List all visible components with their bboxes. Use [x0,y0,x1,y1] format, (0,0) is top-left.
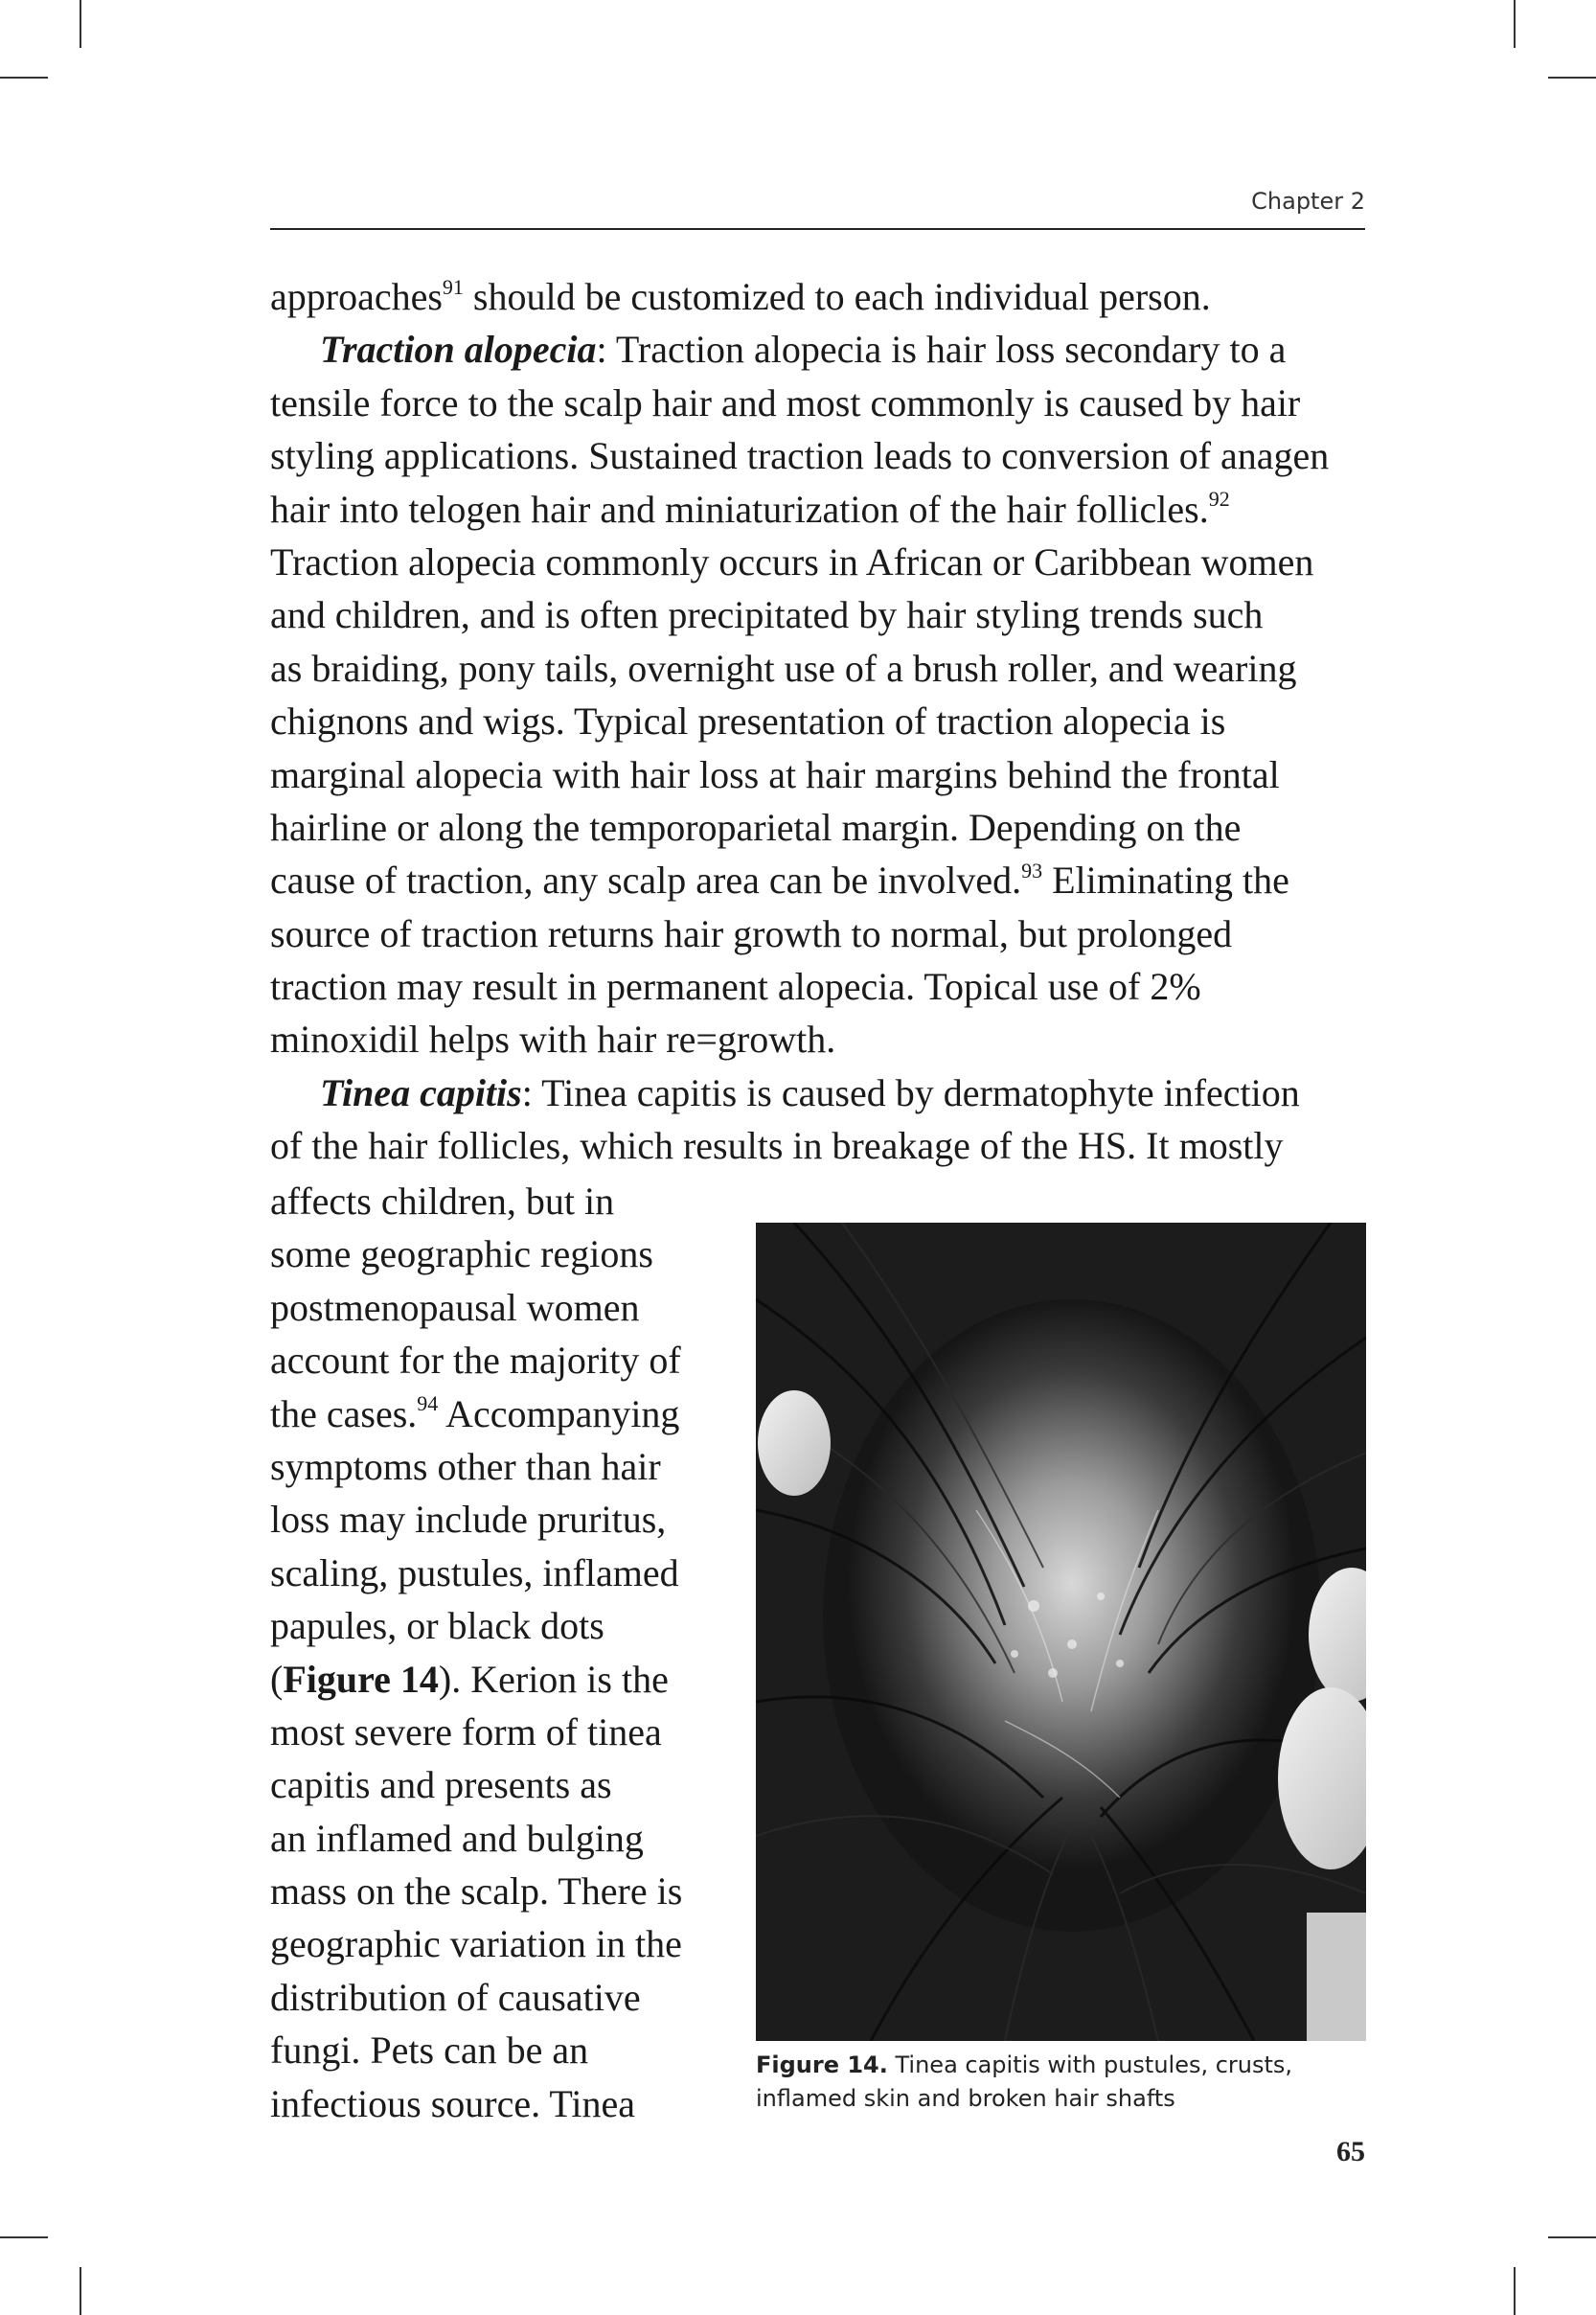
text-line: source of traction returns hair growth to normal, but prolonged [270,911,1233,955]
text-line [270,323,1365,376]
text-run: Eliminating the [1042,859,1289,903]
header-rule [270,228,1365,230]
text-line: loss may include pruritus, [270,1498,667,1542]
text-run: cause of traction, any scalp area can be involved. [270,859,1022,903]
text-line: distribution of causative [270,1975,641,2019]
text-run: : Tinea capitis is caused by dermatophyte infection [521,1070,1300,1114]
footnote-ref: 92 [1208,487,1230,512]
text-line: mass on the scalp. There is [270,1869,683,1914]
text-line: and children, and is often precipitated by hair styling trends such [270,593,1264,637]
text-line [270,1387,720,1440]
text-run: hair into telogen hair and miniaturization of the hair follicles. [270,487,1209,531]
text-line [270,1066,1365,1119]
text-line: tensile force to the scalp hair and most commonly is caused by hair [270,380,1301,424]
text-line: minoxidil helps with hair re=growth. [270,1018,836,1062]
crop-mark [80,0,81,48]
caption-line [756,2049,1369,2082]
text-line: fungi. Pets can be an [270,2028,589,2073]
crop-mark [1548,77,1596,79]
text-line: affects children, but in [270,1180,615,1223]
figure-14-photo [756,1223,1366,2041]
text-line [270,1653,720,1706]
text-run: ). Kerion is the [438,1657,669,1701]
text-line: of the hair follicles, which results in breakage of the HS. It mostly [270,1124,1284,1168]
text-line: hairline or along the temporoparietal margin. Depending on the [270,805,1242,849]
crop-mark [1514,2267,1516,2315]
text-line: account for the majority of [270,1339,681,1383]
text-line: geographic variation in the [270,1922,682,1966]
text-line: capitis and presents as [270,1763,612,1807]
tinea-capitis-term: Tinea capitis [320,1070,522,1114]
crop-mark [0,2236,48,2238]
figure-reference: Figure 14 [283,1657,439,1701]
text-line: some geographic regions [270,1232,653,1276]
text-run: approaches [270,275,443,318]
text-line: an inflamed and bulging [270,1816,644,1860]
text-line: as braiding, pony tails, overnight use of a brush roller, and wearing [270,646,1297,690]
text-run: should be customized to each individual person. [463,275,1211,318]
text-line: scaling, pustules, inflamed [270,1550,679,1594]
footnote-ref: 93 [1021,858,1043,882]
text-line: traction may result in permanent alopecia. Topical use of 2% [270,965,1201,1009]
text-line: Traction alopecia commonly occurs in African or Caribbean women [270,539,1314,584]
text-line: symptoms other than hair [270,1444,661,1488]
crop-mark [1514,0,1516,48]
text-line [270,270,1365,323]
traction-alopecia-term: Traction alopecia [320,328,597,372]
text-line: styling applications. Sustained traction leads to conversion of anagen [270,434,1330,478]
caption-text: Tinea capitis with pustules, crusts, [887,2051,1293,2078]
text-line: chignons and wigs. Typical presentation of traction alopecia is [270,699,1226,744]
crop-mark [0,77,48,79]
running-head: Chapter 2 [1251,188,1365,215]
text-run: Accompanying [438,1391,680,1435]
caption-line: inflamed skin and broken hair shafts [756,2085,1175,2112]
footnote-ref: 91 [442,274,464,299]
text-line [270,854,1365,906]
page-number: 65 [1336,2136,1365,2167]
text-run: ( [270,1657,284,1701]
text-line: postmenopausal women [270,1285,640,1329]
text-line: infectious source. Tinea [270,2081,636,2125]
figure-label: Figure 14. [756,2051,888,2078]
body-text [270,270,1365,1173]
text-line: marginal alopecia with hair loss at hair margins behind the frontal [270,752,1280,796]
figure-caption [756,2049,1369,2116]
text-line: papules, or black dots [270,1604,604,1648]
wrapped-text-column [270,1175,720,2130]
text-run: the cases. [270,1391,418,1435]
crop-mark [1548,2236,1596,2238]
crop-mark [80,2267,81,2315]
footnote-ref: 94 [417,1391,439,1416]
text-line [270,483,1365,536]
text-run: : Traction alopecia is hair loss secondary to a [596,328,1287,372]
text-line: most severe form of tinea [270,1709,662,1753]
